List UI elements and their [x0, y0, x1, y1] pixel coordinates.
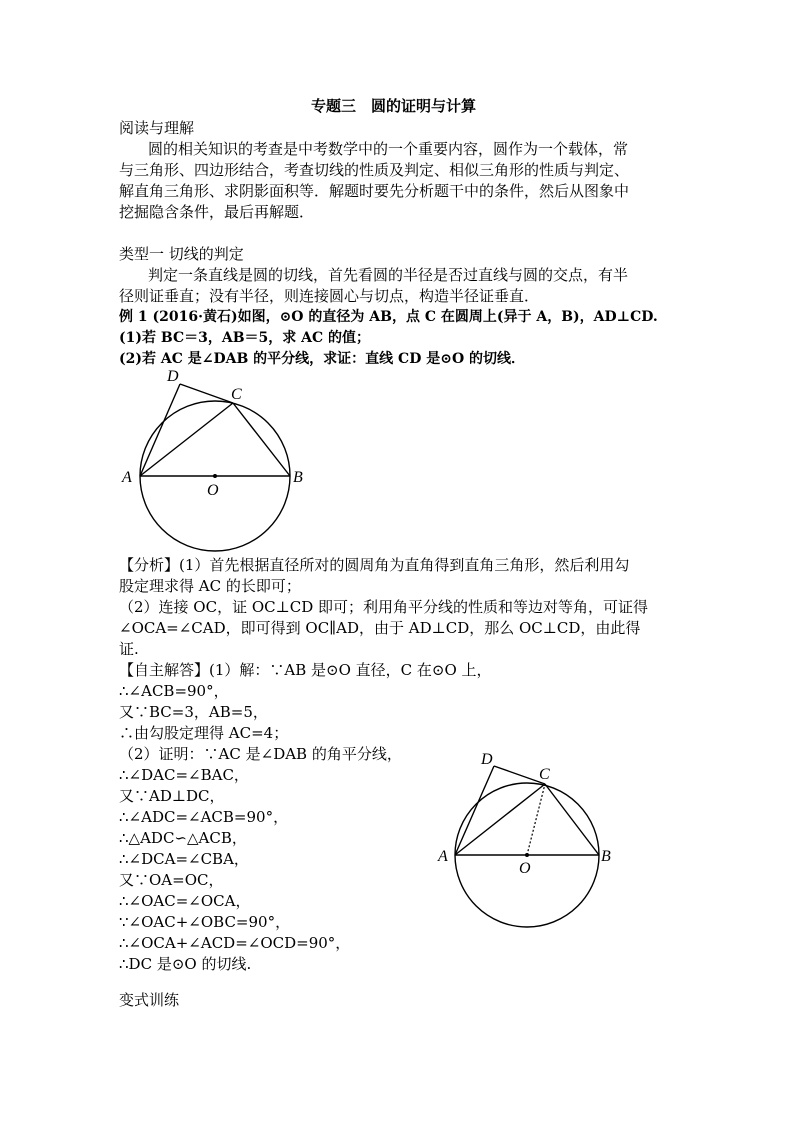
- intro-line-3: 解直角三角形、求阴影面积等．解题时要先分析题干中的条件，然后从图象中: [119, 182, 630, 200]
- figure-2-label-b: B: [601, 848, 611, 865]
- solution-line-13: ∵∠OAC+∠OBC=90°，: [119, 913, 291, 931]
- figure-1-label-b: B: [293, 469, 303, 486]
- figure-1-label-c: C: [231, 386, 242, 403]
- section-heading-reading: 阅读与理解: [119, 119, 195, 137]
- solution-line-3: 又∵BC=3，AB=5，: [119, 703, 268, 721]
- solution-line-5: （2）证明：∵AC 是∠DAB 的角平分线，: [119, 745, 402, 763]
- figure-1-label-d: D: [167, 368, 179, 385]
- figure-2-label-a: A: [438, 848, 448, 865]
- solution-line-11: 又∵OA=OC，: [119, 871, 224, 889]
- example-question-2: (2)若 AC 是∠DAB 的平分线，求证：直线 CD 是⊙O 的切线．: [119, 351, 526, 367]
- type1-heading: 类型一 切线的判定: [119, 245, 244, 263]
- solution-line-1: 【自主解答】(1）解：∵AB 是⊙O 直径，C 在⊙O 上，: [119, 661, 492, 679]
- intro-line-1: 圆的相关知识的考查是中考数学中的一个重要内容，圆作为一个载体，常: [148, 140, 629, 158]
- figure-2-line-ac: [455, 784, 545, 855]
- figure-2-label-o: O: [519, 860, 531, 877]
- practice-heading: 变式训练: [119, 991, 180, 1009]
- intro-line-2: 与三角形、四边形结合，考查切线的性质及判定、相似三角形的性质与判定、: [119, 161, 630, 179]
- figure-2-line-cb: [545, 784, 599, 855]
- figure-2-line-ad: [455, 766, 494, 855]
- type1-text-line-2: 径则证垂直；没有半径，则连接圆心与切点，构造半径证垂直．: [119, 287, 540, 305]
- solution-line-2: ∴∠ACB=90°，: [119, 682, 229, 700]
- solution-line-9: ∴△ADC∽△ACB，: [119, 829, 247, 847]
- figure-2-line-dc: [494, 766, 545, 784]
- analysis-line-4: ∠OCA=∠CAD，即可得到 OC∥AD，由于 AD⊥CD，那么 OC⊥CD，由此得: [119, 619, 641, 637]
- page-title: 专题三 圆的证明与计算: [311, 97, 477, 115]
- solution-line-12: ∴∠OAC=∠OCA，: [119, 892, 251, 910]
- solution-line-8: ∴∠ADC=∠ACB=90°，: [119, 808, 289, 826]
- solution-line-6: ∴∠DAC=∠BAC，: [119, 766, 249, 784]
- analysis-line-3: （2）连接 OC，证 OC⊥CD 即可；利用角平分线的性质和等边对等角，可证得: [119, 598, 649, 616]
- figure-2-center-dot: [525, 853, 529, 857]
- analysis-line-1: 【分析】(1）首先根据直径所对的圆周角为直角得到直角三角形，然后利用勾: [119, 556, 630, 574]
- figure-2-dashed-oc: [527, 784, 545, 855]
- figure-1-label-o: O: [207, 482, 219, 499]
- example-question-1: (1)若 BC＝3，AB＝5，求 AC 的值；: [119, 330, 371, 346]
- example-statement: 例 1 (2016·黄石)如图，⊙O 的直径为 AB，点 C 在圆周上(异于 A，B)，AD⊥CD.: [119, 309, 658, 325]
- solution-line-4: ∴由勾股定理得 AC=4；: [119, 724, 289, 742]
- solution-line-7: 又∵AD⊥DC，: [119, 787, 225, 805]
- solution-line-14: ∴∠OCA+∠ACD=∠OCD=90°，: [119, 934, 351, 952]
- figure-2-label-c: C: [539, 766, 550, 783]
- solution-line-15: ∴DC 是⊙O 的切线.: [119, 955, 252, 973]
- type1-text-line-1: 判定一条直线是圆的切线，首先看圆的半径是否过直线与圆的交点，有半: [148, 266, 629, 284]
- solution-line-10: ∴∠DCA=∠CBA，: [119, 850, 249, 868]
- intro-line-4: 挖掘隐含条件，最后再解题．: [119, 203, 315, 221]
- analysis-line-5: 证.: [119, 640, 139, 658]
- figure-1-label-a: A: [122, 469, 132, 486]
- analysis-line-2: 股定理求得 AC 的长即可；: [119, 577, 301, 595]
- figure-2-label-d: D: [481, 751, 493, 768]
